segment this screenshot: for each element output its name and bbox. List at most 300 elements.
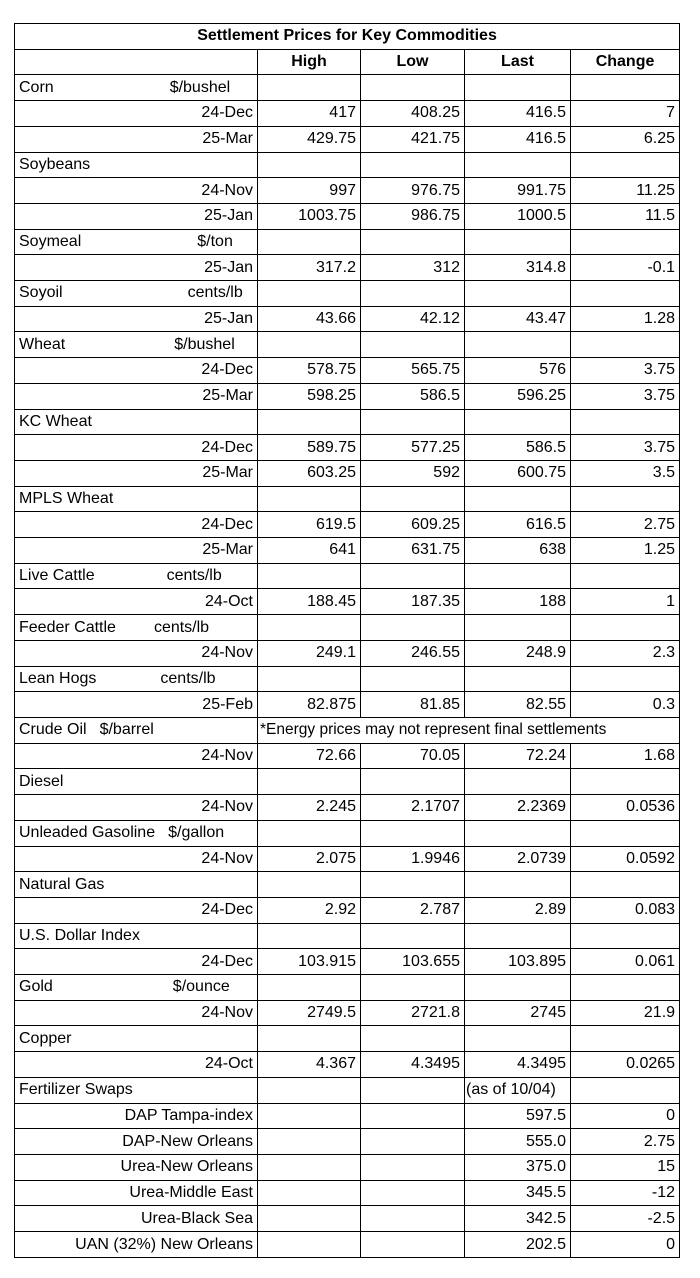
empty-cell (571, 923, 680, 949)
change-value: 1 (571, 589, 680, 615)
empty-cell (571, 1077, 680, 1103)
low-value: 577.25 (361, 435, 465, 461)
empty-cell (571, 769, 680, 795)
empty-cell (361, 332, 465, 358)
empty-cell (361, 975, 465, 1001)
fertilizer-name: Urea-Middle East (15, 1180, 258, 1206)
empty-cell (361, 1026, 465, 1052)
commodity-row (15, 1026, 680, 1052)
commodity-cell (15, 717, 258, 743)
high-value: 249.1 (258, 640, 361, 666)
commodity-name: Crude Oil (19, 721, 87, 739)
empty-cell (258, 1129, 361, 1155)
change-value: 21.9 (571, 1000, 680, 1026)
empty-cell (361, 872, 465, 898)
header-low: Low (361, 49, 465, 75)
last-value: 103.895 (465, 949, 571, 975)
high-value: 72.66 (258, 743, 361, 769)
empty-cell (361, 409, 465, 435)
commodity-name: Corn (19, 78, 54, 96)
contract-month: 24-Nov (15, 1000, 258, 1026)
change-value: 11.5 (571, 203, 680, 229)
low-value: 631.75 (361, 538, 465, 564)
fertilizer-row (15, 1129, 680, 1155)
header-row (15, 49, 680, 75)
contract-month: 24-Nov (15, 178, 258, 204)
empty-cell (361, 923, 465, 949)
empty-cell (361, 820, 465, 846)
fertilizer-name: Urea-Black Sea (15, 1206, 258, 1232)
commodity-unit: $/barrel (99, 721, 154, 739)
empty-cell (465, 563, 571, 589)
contract-row (15, 435, 680, 461)
commodity-name: Live Cattle (19, 567, 95, 585)
commodity-name: Wheat (19, 335, 66, 353)
last-value: 638 (465, 538, 571, 564)
commodity-cell (15, 152, 258, 178)
high-value: 429.75 (258, 126, 361, 152)
commodity-row (15, 563, 680, 589)
empty-cell (361, 769, 465, 795)
high-value: 103.915 (258, 949, 361, 975)
high-value: 578.75 (258, 358, 361, 384)
commodity-name: Copper (19, 1029, 72, 1047)
commodity-name: U.S. Dollar Index (19, 926, 140, 944)
commodity-unit: cents/lb (160, 669, 216, 687)
header-high: High (258, 49, 361, 75)
change-value: 3.5 (571, 460, 680, 486)
commodity-cell (15, 75, 258, 101)
fertilizer-row (15, 1180, 680, 1206)
change-value: 2.75 (571, 512, 680, 538)
empty-cell (361, 1103, 465, 1129)
commodity-unit: $/ounce (172, 978, 230, 996)
empty-cell (258, 75, 361, 101)
low-value: 2721.8 (361, 1000, 465, 1026)
empty-cell (465, 666, 571, 692)
last-value: 596.25 (465, 383, 571, 409)
high-value: 997 (258, 178, 361, 204)
fertilizer-last: 555.0 (465, 1129, 571, 1155)
change-value: 1.28 (571, 306, 680, 332)
contract-row (15, 589, 680, 615)
fertilizer-name: DAP Tampa-index (15, 1103, 258, 1129)
high-value: 2.245 (258, 795, 361, 821)
commodity-cell (15, 923, 258, 949)
commodity-name: Unleaded Gasoline (19, 824, 156, 842)
empty-cell (361, 229, 465, 255)
change-value: 1.25 (571, 538, 680, 564)
empty-cell (361, 1206, 465, 1232)
commodity-name: Soymeal (19, 232, 82, 250)
change-value: 3.75 (571, 358, 680, 384)
contract-row (15, 795, 680, 821)
low-value: 408.25 (361, 101, 465, 127)
empty-cell (465, 769, 571, 795)
empty-cell (258, 820, 361, 846)
last-value: 600.75 (465, 460, 571, 486)
empty-cell (361, 1129, 465, 1155)
contract-month: 25-Mar (15, 538, 258, 564)
empty-cell (465, 75, 571, 101)
last-value: 248.9 (465, 640, 571, 666)
empty-cell (571, 1026, 680, 1052)
commodity-cell (15, 820, 258, 846)
contract-row (15, 538, 680, 564)
empty-cell (465, 923, 571, 949)
last-value: 991.75 (465, 178, 571, 204)
change-value: 7 (571, 101, 680, 127)
high-value: 43.66 (258, 306, 361, 332)
empty-cell (258, 563, 361, 589)
fertilizer-change: 0 (571, 1103, 680, 1129)
empty-cell (571, 975, 680, 1001)
empty-cell (258, 615, 361, 641)
low-value: 586.5 (361, 383, 465, 409)
low-value: 986.75 (361, 203, 465, 229)
fertilizer-name: DAP-New Orleans (15, 1129, 258, 1155)
commodity-cell (15, 769, 258, 795)
empty-cell (361, 1077, 465, 1103)
empty-cell (465, 332, 571, 358)
contract-row (15, 743, 680, 769)
commodity-row (15, 486, 680, 512)
commodity-unit: $/gallon (168, 824, 225, 842)
commodity-unit: cents/lb (166, 567, 222, 585)
low-value: 81.85 (361, 692, 465, 718)
high-value: 641 (258, 538, 361, 564)
commodity-unit: cents/lb (153, 618, 210, 636)
empty-cell (361, 152, 465, 178)
fertilizer-last: 597.5 (465, 1103, 571, 1129)
energy-note: *Energy prices may not represent final settlements (258, 717, 680, 743)
contract-month: 24-Dec (15, 897, 258, 923)
empty-cell (258, 1154, 361, 1180)
contract-row (15, 512, 680, 538)
high-value: 603.25 (258, 460, 361, 486)
low-value: 2.787 (361, 897, 465, 923)
change-value: 0.3 (571, 692, 680, 718)
contract-month: 25-Mar (15, 383, 258, 409)
empty-cell (258, 666, 361, 692)
commodity-row (15, 820, 680, 846)
contract-month: 24-Oct (15, 589, 258, 615)
low-value: 70.05 (361, 743, 465, 769)
high-value: 619.5 (258, 512, 361, 538)
header-blank (15, 49, 258, 75)
change-value: 3.75 (571, 383, 680, 409)
contract-row (15, 126, 680, 152)
commodity-name: KC Wheat (19, 412, 92, 430)
empty-cell (258, 1180, 361, 1206)
change-value: 2.3 (571, 640, 680, 666)
empty-cell (361, 1180, 465, 1206)
commodity-unit: $/bushel (169, 78, 231, 96)
high-value: 2.92 (258, 897, 361, 923)
change-value: 3.75 (571, 435, 680, 461)
contract-row (15, 383, 680, 409)
contract-month: 24-Nov (15, 795, 258, 821)
empty-cell (361, 281, 465, 307)
empty-cell (571, 229, 680, 255)
empty-cell (465, 1026, 571, 1052)
fertilizer-name: Urea-New Orleans (15, 1154, 258, 1180)
contract-month: 25-Jan (15, 306, 258, 332)
last-value: 1000.5 (465, 203, 571, 229)
commodity-cell (15, 666, 258, 692)
empty-cell (258, 486, 361, 512)
low-value: 421.75 (361, 126, 465, 152)
change-value: 1.68 (571, 743, 680, 769)
empty-cell (465, 615, 571, 641)
last-value: 416.5 (465, 101, 571, 127)
commodity-cell (15, 975, 258, 1001)
fertilizer-change: 15 (571, 1154, 680, 1180)
empty-cell (571, 563, 680, 589)
prices-table (14, 23, 680, 1258)
commodity-unit: $/bushel (174, 335, 235, 353)
low-value: 246.55 (361, 640, 465, 666)
commodity-cell (15, 229, 258, 255)
fertilizer-change: 2.75 (571, 1129, 680, 1155)
empty-cell (258, 769, 361, 795)
empty-cell (571, 486, 680, 512)
fertilizer-as-of: (as of 10/04) (465, 1077, 571, 1103)
fertilizer-row (15, 1154, 680, 1180)
contract-month: 24-Nov (15, 743, 258, 769)
last-value: 576 (465, 358, 571, 384)
contract-row (15, 897, 680, 923)
commodity-row (15, 769, 680, 795)
change-value: 0.0592 (571, 846, 680, 872)
empty-cell (571, 820, 680, 846)
commodity-name: Diesel (19, 772, 64, 790)
contract-row (15, 203, 680, 229)
last-value: 188 (465, 589, 571, 615)
high-value: 4.367 (258, 1052, 361, 1078)
contract-month: 24-Nov (15, 846, 258, 872)
contract-row (15, 1000, 680, 1026)
empty-cell (361, 666, 465, 692)
high-value: 1003.75 (258, 203, 361, 229)
last-value: 2.2369 (465, 795, 571, 821)
fertilizer-row (15, 1103, 680, 1129)
commodity-name: MPLS Wheat (19, 490, 114, 507)
low-value: 1.9946 (361, 846, 465, 872)
empty-cell (258, 975, 361, 1001)
commodity-name: Gold (19, 978, 53, 996)
commodity-row (15, 75, 680, 101)
empty-cell (465, 152, 571, 178)
high-value: 188.45 (258, 589, 361, 615)
change-value: 11.25 (571, 178, 680, 204)
change-value: 0.0265 (571, 1052, 680, 1078)
commodity-cell (15, 486, 258, 512)
commodity-row (15, 872, 680, 898)
last-value: 314.8 (465, 255, 571, 281)
empty-cell (258, 281, 361, 307)
empty-cell (361, 75, 465, 101)
empty-cell (361, 615, 465, 641)
fertilizer-change: -12 (571, 1180, 680, 1206)
low-value: 312 (361, 255, 465, 281)
empty-cell (571, 409, 680, 435)
contract-row (15, 358, 680, 384)
contract-month: 25-Feb (15, 692, 258, 718)
high-value: 2749.5 (258, 1000, 361, 1026)
empty-cell (571, 615, 680, 641)
contract-month: 24-Dec (15, 512, 258, 538)
last-value: 2.0739 (465, 846, 571, 872)
commodity-cell (15, 615, 258, 641)
contract-row (15, 846, 680, 872)
empty-cell (465, 486, 571, 512)
contract-month: 24-Dec (15, 358, 258, 384)
contract-row (15, 255, 680, 281)
empty-cell (258, 1232, 361, 1258)
empty-cell (571, 75, 680, 101)
commodity-row (15, 923, 680, 949)
commodity-cell (15, 281, 258, 307)
commodity-row (15, 332, 680, 358)
empty-cell (258, 923, 361, 949)
commodity-name: Lean Hogs (19, 669, 97, 687)
empty-cell (258, 872, 361, 898)
low-value: 2.1707 (361, 795, 465, 821)
empty-cell (465, 229, 571, 255)
contract-row (15, 178, 680, 204)
fertilizer-last: 342.5 (465, 1206, 571, 1232)
empty-cell (465, 975, 571, 1001)
contract-month: 24-Dec (15, 949, 258, 975)
fertilizer-change: -2.5 (571, 1206, 680, 1232)
last-value: 4.3495 (465, 1052, 571, 1078)
change-value: 0.083 (571, 897, 680, 923)
contract-month: 24-Dec (15, 101, 258, 127)
fertilizer-last: 202.5 (465, 1232, 571, 1258)
commodity-row (15, 229, 680, 255)
contract-month: 24-Dec (15, 435, 258, 461)
commodity-row (15, 409, 680, 435)
contract-month: 25-Mar (15, 126, 258, 152)
empty-cell (258, 409, 361, 435)
header-last: Last (465, 49, 571, 75)
empty-cell (258, 152, 361, 178)
fertilizer-name: UAN (32%) New Orleans (15, 1232, 258, 1258)
commodity-row (15, 152, 680, 178)
high-value: 598.25 (258, 383, 361, 409)
empty-cell (258, 1206, 361, 1232)
empty-cell (361, 1232, 465, 1258)
commodity-name: Soybeans (19, 155, 91, 173)
contract-month: 25-Jan (15, 203, 258, 229)
empty-cell (258, 1026, 361, 1052)
change-value: 6.25 (571, 126, 680, 152)
last-value: 82.55 (465, 692, 571, 718)
empty-cell (361, 1154, 465, 1180)
empty-cell (571, 152, 680, 178)
commodity-name: Feeder Cattle (19, 618, 116, 636)
title-row (15, 24, 680, 50)
high-value: 2.075 (258, 846, 361, 872)
contract-month: 25-Jan (15, 255, 258, 281)
fertilizer-last: 345.5 (465, 1180, 571, 1206)
low-value: 609.25 (361, 512, 465, 538)
last-value: 586.5 (465, 435, 571, 461)
empty-cell (361, 563, 465, 589)
commodity-row (15, 615, 680, 641)
contract-row (15, 692, 680, 718)
high-value: 82.875 (258, 692, 361, 718)
last-value: 416.5 (465, 126, 571, 152)
empty-cell (258, 1103, 361, 1129)
empty-cell (258, 1077, 361, 1103)
fertilizer-row (15, 1206, 680, 1232)
header-change: Change (571, 49, 680, 75)
commodity-cell (15, 563, 258, 589)
low-value: 187.35 (361, 589, 465, 615)
commodity-cell (15, 1026, 258, 1052)
contract-row (15, 1052, 680, 1078)
commodity-row (15, 281, 680, 307)
contract-month: 24-Oct (15, 1052, 258, 1078)
contract-row (15, 640, 680, 666)
commodity-row (15, 666, 680, 692)
fertilizer-row (15, 1232, 680, 1258)
commodity-row (15, 717, 680, 743)
empty-cell (465, 281, 571, 307)
commodity-row (15, 975, 680, 1001)
change-value: 0.0536 (571, 795, 680, 821)
contract-row (15, 949, 680, 975)
last-value: 2745 (465, 1000, 571, 1026)
empty-cell (571, 332, 680, 358)
high-value: 589.75 (258, 435, 361, 461)
commodity-cell (15, 409, 258, 435)
contract-row (15, 306, 680, 332)
commodity-unit: cents/lb (187, 284, 243, 302)
contract-month: 24-Nov (15, 640, 258, 666)
last-value: 2.89 (465, 897, 571, 923)
change-value: -0.1 (571, 255, 680, 281)
change-value: 0.061 (571, 949, 680, 975)
empty-cell (571, 666, 680, 692)
commodity-cell (15, 872, 258, 898)
commodity-name: Soyoil (19, 284, 63, 302)
empty-cell (465, 820, 571, 846)
low-value: 4.3495 (361, 1052, 465, 1078)
empty-cell (465, 872, 571, 898)
empty-cell (258, 229, 361, 255)
commodity-unit: $/ton (197, 232, 233, 250)
last-value: 72.24 (465, 743, 571, 769)
low-value: 976.75 (361, 178, 465, 204)
fertilizer-last: 375.0 (465, 1154, 571, 1180)
fertilizer-header-row (15, 1077, 680, 1103)
settlement-prices-sheet (14, 23, 679, 1258)
table-title: Settlement Prices for Key Commodities (15, 24, 680, 50)
contract-row (15, 101, 680, 127)
high-value: 417 (258, 101, 361, 127)
low-value: 565.75 (361, 358, 465, 384)
commodity-cell (15, 332, 258, 358)
empty-cell (571, 872, 680, 898)
low-value: 42.12 (361, 306, 465, 332)
contract-month: 25-Mar (15, 460, 258, 486)
contract-row (15, 460, 680, 486)
high-value: 317.2 (258, 255, 361, 281)
empty-cell (465, 409, 571, 435)
